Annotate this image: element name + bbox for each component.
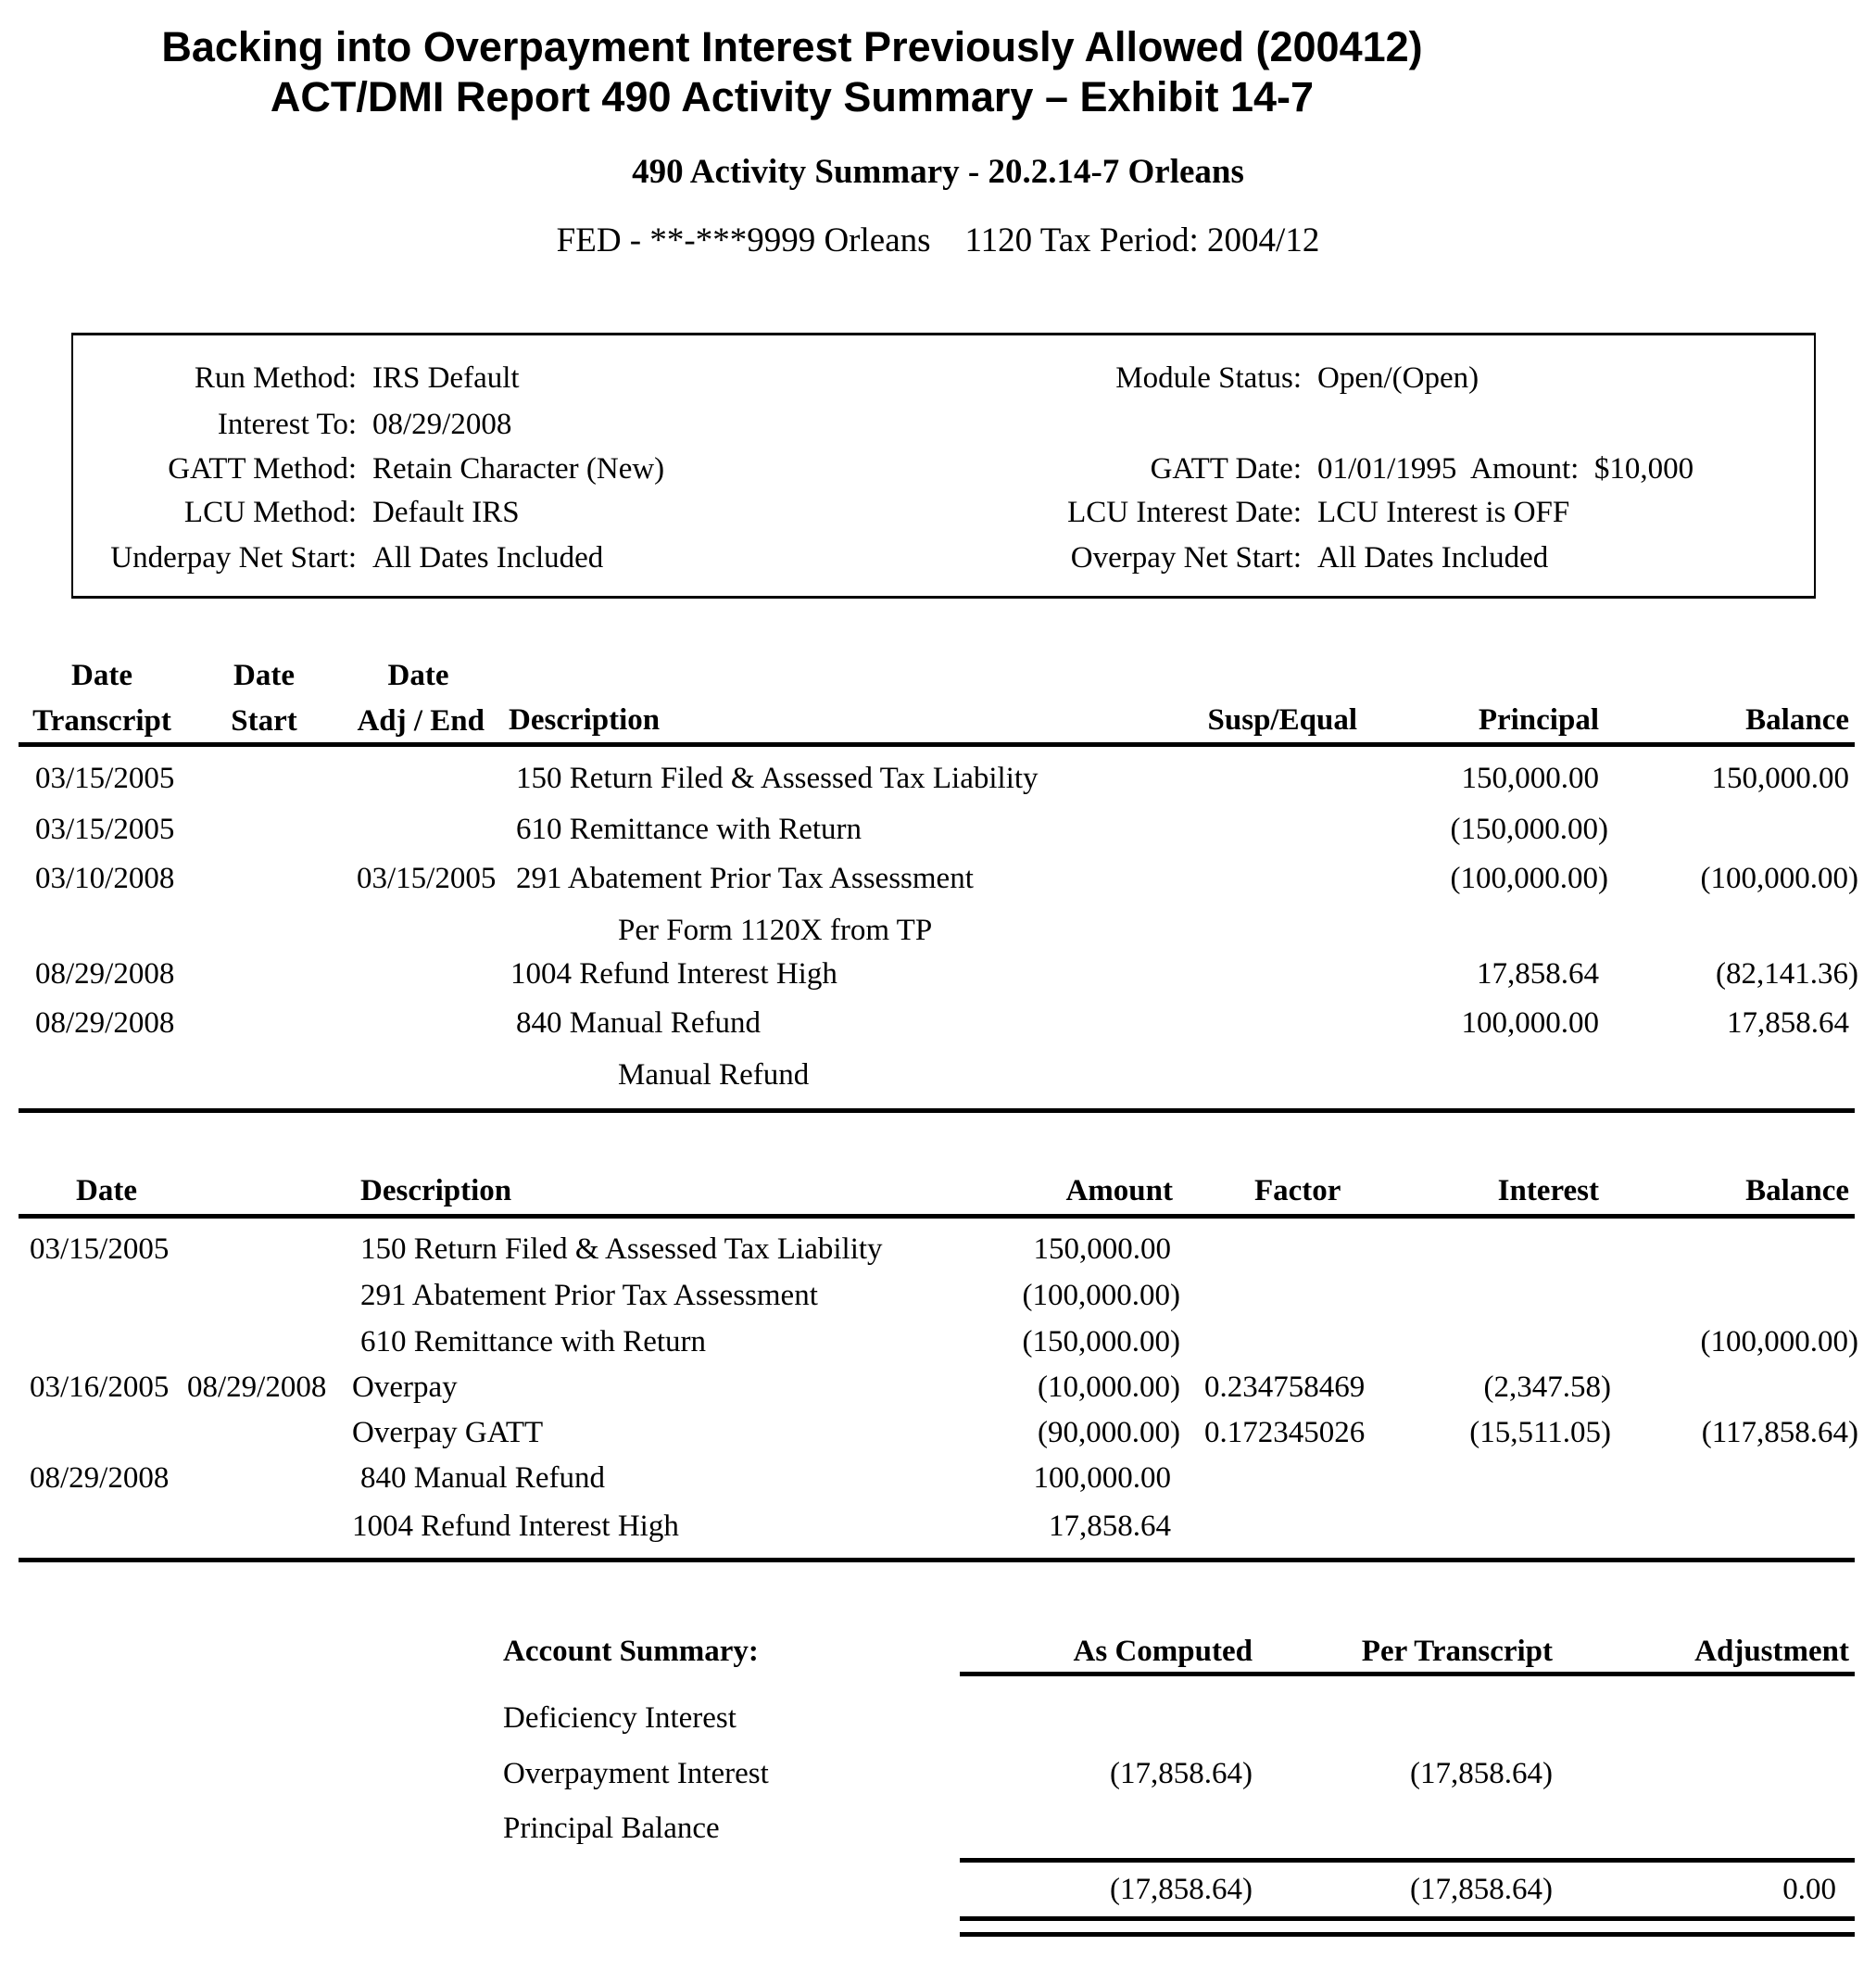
summary-per-transcript: (17,858.64) — [1410, 1757, 1553, 1790]
summary-title: Account Summary: — [503, 1635, 759, 1668]
summary-header-rule — [960, 1672, 1855, 1676]
col-header-date-start: Start — [231, 704, 297, 738]
cell-description: Overpay GATT — [352, 1416, 544, 1449]
row-note: Manual Refund — [618, 1058, 810, 1092]
col-header-balance: Balance — [1745, 1174, 1849, 1207]
col-header-balance: Balance — [1745, 703, 1849, 737]
cell-balance: 17,858.64 — [1727, 1006, 1849, 1040]
row-note: Per Form 1120X from TP — [618, 914, 933, 947]
col-header-adjustment: Adjustment — [1694, 1635, 1849, 1668]
cell-principal: 100,000.00 — [1461, 1006, 1599, 1040]
summary-label: Principal Balance — [503, 1812, 720, 1845]
table-bottom-rule — [19, 1108, 1855, 1113]
col-header-date-adj: Adj / End — [357, 704, 485, 738]
col-header-susp-equal: Susp/Equal — [1207, 703, 1357, 737]
setting-value: IRS Default — [372, 361, 520, 395]
cell-description: 840 Manual Refund — [360, 1461, 605, 1495]
total-as-computed: (17,858.64) — [1110, 1873, 1253, 1906]
setting-value: 08/29/2008 — [372, 408, 512, 441]
setting-label: LCU Interest Date: — [1067, 496, 1302, 529]
cell-balance: (117,858.64) — [1701, 1416, 1858, 1449]
setting-label: LCU Method: — [183, 496, 357, 529]
double-rule-top — [960, 1916, 1855, 1921]
setting-label: GATT Method: — [168, 452, 357, 486]
cell-date-end: 08/29/2008 — [187, 1371, 327, 1404]
setting-value: LCU Interest is OFF — [1317, 496, 1570, 529]
cell-date: 03/15/2005 — [30, 1232, 170, 1266]
cell-principal: 17,858.64 — [1477, 957, 1599, 991]
setting-value: 01/01/1995 Amount: $10,000 — [1317, 452, 1694, 486]
col-header-description: Description — [509, 703, 661, 737]
col-header-date-transcript: Transcript — [32, 704, 171, 738]
cell-date-transcript: 03/15/2005 — [35, 762, 175, 795]
col-header-date-start: Date — [233, 659, 295, 692]
setting-value: Retain Character (New) — [372, 452, 665, 486]
cell-factor: 0.172345026 — [1204, 1416, 1366, 1449]
cell-principal: (100,000.00) — [1450, 862, 1608, 895]
cell-interest: (15,511.05) — [1469, 1416, 1611, 1449]
setting-label: Run Method: — [194, 361, 357, 395]
col-header-amount: Amount — [1065, 1174, 1173, 1207]
setting-value: All Dates Included — [1317, 541, 1549, 575]
col-header-as-computed: As Computed — [1073, 1635, 1253, 1668]
cell-description: 150 Return Filed & Assessed Tax Liability — [360, 1232, 883, 1266]
col-header-factor: Factor — [1254, 1174, 1341, 1207]
cell-amount: (150,000.00) — [1022, 1325, 1180, 1358]
document-title-line1: Backing into Overpayment Interest Previously Allowed (200412) — [161, 23, 1423, 70]
cell-principal: 150,000.00 — [1461, 762, 1599, 795]
setting-label: Module Status: — [1115, 361, 1302, 395]
cell-amount: (100,000.00) — [1022, 1279, 1180, 1312]
cell-amount: 150,000.00 — [1033, 1232, 1171, 1266]
col-header-date-transcript: Date — [71, 659, 132, 692]
cell-balance: (100,000.00) — [1700, 1325, 1858, 1358]
cell-date-transcript: 03/15/2005 — [35, 813, 175, 846]
cell-amount: 17,858.64 — [1049, 1510, 1171, 1543]
cell-date: 08/29/2008 — [30, 1461, 170, 1495]
cell-amount: 100,000.00 — [1033, 1461, 1171, 1495]
col-header-per-transcript: Per Transcript — [1361, 1635, 1553, 1668]
setting-value: Open/(Open) — [1317, 361, 1479, 395]
document-title-line2: ACT/DMI Report 490 Activity Summary – Exhibit 14-7 — [270, 73, 1315, 120]
total-adjustment: 0.00 — [1782, 1873, 1836, 1906]
cell-description: 1004 Refund Interest High — [352, 1510, 679, 1543]
cell-date-transcript: 08/29/2008 — [35, 1006, 175, 1040]
double-rule-bottom — [960, 1932, 1855, 1937]
header-rule — [19, 1214, 1855, 1219]
cell-amount: (90,000.00) — [1038, 1416, 1180, 1449]
cell-balance: 150,000.00 — [1711, 762, 1849, 795]
col-header-principal: Principal — [1478, 703, 1599, 737]
setting-label: Interest To: — [217, 408, 357, 441]
report-subtitle: FED - **-***9999 Orleans 1120 Tax Period: 2004/12 — [556, 221, 1320, 259]
table-bottom-rule — [19, 1558, 1855, 1562]
cell-description: Overpay — [352, 1371, 458, 1404]
col-header-interest: Interest — [1497, 1174, 1599, 1207]
cell-date-adj: 03/15/2005 — [357, 862, 497, 895]
report-title: 490 Activity Summary - 20.2.14-7 Orleans — [632, 153, 1244, 191]
cell-date-transcript: 03/10/2008 — [35, 862, 175, 895]
setting-value: All Dates Included — [372, 541, 604, 575]
header-rule — [19, 742, 1855, 747]
cell-amount: (10,000.00) — [1038, 1371, 1180, 1404]
cell-balance: (100,000.00) — [1700, 862, 1858, 895]
setting-label: GATT Date: — [1150, 452, 1302, 486]
summary-total-rule — [960, 1858, 1855, 1863]
cell-description: 840 Manual Refund — [516, 1006, 761, 1040]
cell-description: 291 Abatement Prior Tax Assessment — [516, 862, 974, 895]
col-header-date: Date — [76, 1174, 137, 1207]
total-per-transcript: (17,858.64) — [1410, 1873, 1553, 1906]
cell-description: 291 Abatement Prior Tax Assessment — [360, 1279, 818, 1312]
cell-interest: (2,347.58) — [1483, 1371, 1611, 1404]
setting-label: Underpay Net Start: — [110, 541, 357, 575]
col-header-description: Description — [360, 1174, 512, 1207]
cell-date-transcript: 08/29/2008 — [35, 957, 175, 991]
setting-value: Default IRS — [372, 496, 520, 529]
setting-label: Overpay Net Start: — [1070, 541, 1302, 575]
cell-description: 150 Return Filed & Assessed Tax Liability — [516, 762, 1039, 795]
summary-label: Deficiency Interest — [503, 1701, 737, 1735]
cell-balance: (82,141.36) — [1716, 957, 1858, 991]
cell-date: 03/16/2005 — [30, 1371, 170, 1404]
summary-label: Overpayment Interest — [503, 1757, 769, 1790]
cell-description: 610 Remittance with Return — [360, 1325, 707, 1358]
cell-factor: 0.234758469 — [1204, 1371, 1366, 1404]
cell-description: 1004 Refund Interest High — [510, 957, 837, 991]
col-header-date-adj: Date — [387, 659, 449, 692]
cell-description: 610 Remittance with Return — [516, 813, 862, 846]
summary-as-computed: (17,858.64) — [1110, 1757, 1253, 1790]
cell-principal: (150,000.00) — [1450, 813, 1608, 846]
